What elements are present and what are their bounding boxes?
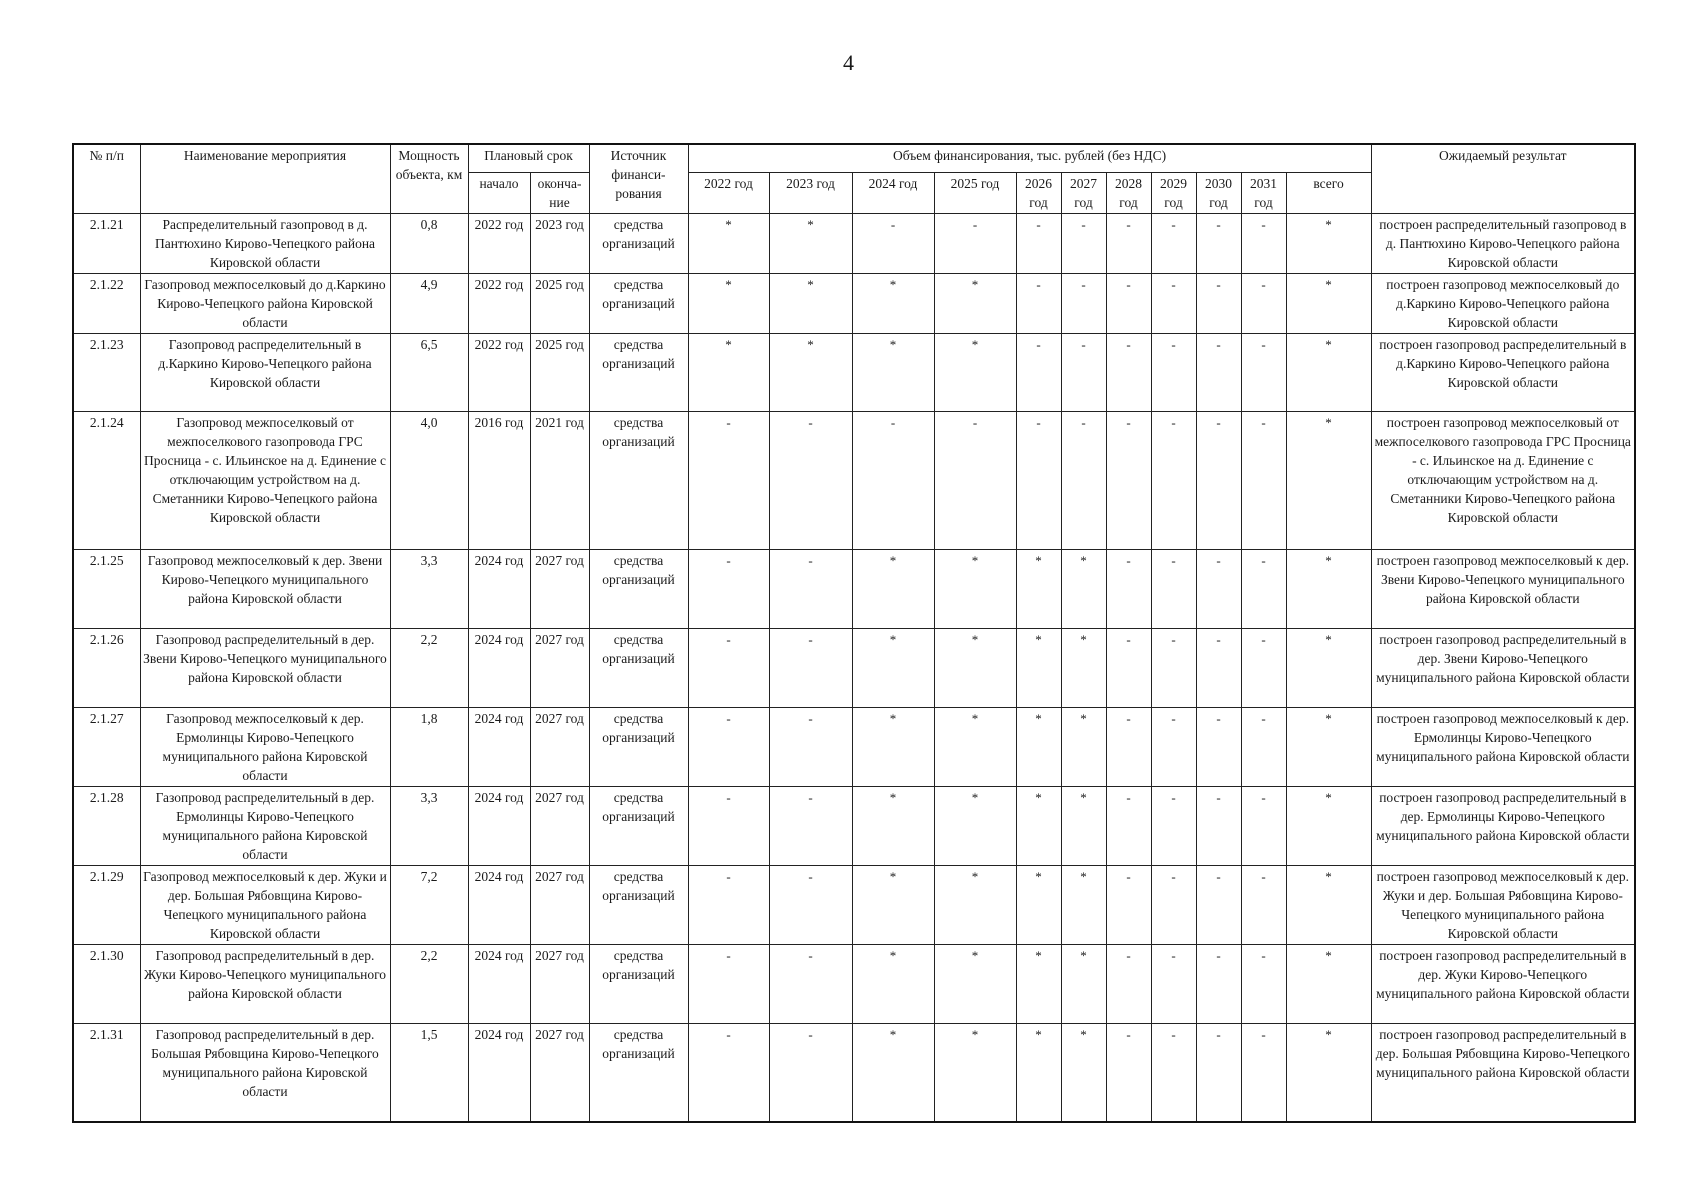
end-year: 2025 год [530, 333, 589, 411]
financing-total: * [1286, 628, 1371, 707]
financing-year-cell: * [852, 865, 934, 944]
measure-name: Газопровод межпоселковый до д.Каркино Кирово-Чепецкого района Кировской области [140, 273, 390, 333]
measure-name: Газопровод межпоселковый к дер. Жуки и дер. Большая Рябовщина Кирово-Чепецкого муниципального района Кировской области [140, 865, 390, 944]
financing-total: * [1286, 786, 1371, 865]
expected-result: построен газопровод межпоселковый к дер. Жуки и дер. Большая Рябовщина Кирово-Чепецкого муниципального района Кировской области [1371, 865, 1635, 944]
end-year: 2027 год [530, 549, 589, 628]
financing-year-cell: - [1196, 549, 1241, 628]
financing-year-cell: * [688, 213, 769, 273]
header-total: всего [1286, 172, 1371, 213]
financing-year-cell: - [769, 549, 852, 628]
financing-total: * [1286, 213, 1371, 273]
measure-name: Газопровод межпоселковый к дер. Ермолинцы Кирово-Чепецкого муниципального района Кировской области [140, 707, 390, 786]
header-start: начало [468, 172, 530, 213]
capacity-km: 7,2 [390, 865, 468, 944]
header-year: 2030 год [1196, 172, 1241, 213]
table-row [73, 549, 1635, 628]
start-year: 2024 год [468, 549, 530, 628]
financing-year-cell: - [1241, 411, 1286, 549]
financing-year-cell: * [1061, 944, 1106, 1023]
expected-result: построен газопровод распределительный в дер. Звени Кирово-Чепецкого муниципального района Кировской области [1371, 628, 1635, 707]
financing-year-cell: - [688, 707, 769, 786]
financing-year-cell: - [769, 786, 852, 865]
table-body [73, 213, 1635, 1122]
start-year: 2024 год [468, 707, 530, 786]
start-year: 2024 год [468, 628, 530, 707]
financing-year-cell: - [1241, 786, 1286, 865]
financing-year-cell: - [1106, 628, 1151, 707]
financing-year-cell: - [1151, 273, 1196, 333]
capacity-km: 3,3 [390, 549, 468, 628]
financing-year-cell: - [769, 411, 852, 549]
financing-year-cell: - [1151, 213, 1196, 273]
table-row [73, 786, 1635, 865]
header-name: Наименование мероприятия [140, 144, 390, 213]
row-number: 2.1.24 [73, 411, 140, 549]
financing-year-cell: * [688, 273, 769, 333]
funding-source: средства организаций [589, 549, 688, 628]
financing-year-cell: * [934, 549, 1016, 628]
financing-year-cell: - [1196, 411, 1241, 549]
header-year: 2024 год [852, 172, 934, 213]
financing-year-cell: - [769, 944, 852, 1023]
financing-year-cell: * [769, 273, 852, 333]
financing-year-cell: - [1106, 549, 1151, 628]
financing-year-cell: - [1061, 411, 1106, 549]
financing-year-cell: - [1196, 865, 1241, 944]
financing-year-cell: - [1106, 213, 1151, 273]
table-row [73, 944, 1635, 1023]
expected-result: построен газопровод распределительный в дер. Ермолинцы Кирово-Чепецкого муниципального района Кировской области [1371, 786, 1635, 865]
header-source: Источник финанси-рования [589, 144, 688, 213]
end-year: 2027 год [530, 628, 589, 707]
funding-source: средства организаций [589, 1023, 688, 1122]
financing-year-cell: * [1061, 549, 1106, 628]
financing-year-cell: - [1241, 1023, 1286, 1122]
expected-result: построен распределительный газопровод в д. Пантюхино Кирово-Чепецкого района Кировской области [1371, 213, 1635, 273]
financing-year-cell: - [1196, 273, 1241, 333]
funding-source: средства организаций [589, 333, 688, 411]
header-financing: Объем финансирования, тыс. рублей (без НДС) [688, 144, 1371, 172]
header-year: 2031 год [1241, 172, 1286, 213]
financing-year-cell: - [688, 865, 769, 944]
financing-year-cell: * [852, 1023, 934, 1122]
table-row [73, 213, 1635, 273]
financing-year-cell: * [852, 707, 934, 786]
financing-year-cell: - [1016, 273, 1061, 333]
financing-year-cell: - [1151, 1023, 1196, 1122]
financing-year-cell: - [688, 1023, 769, 1122]
financing-year-cell: - [1196, 213, 1241, 273]
financing-year-cell: - [934, 213, 1016, 273]
financing-year-cell: * [852, 944, 934, 1023]
financing-year-cell: - [1106, 707, 1151, 786]
row-number: 2.1.23 [73, 333, 140, 411]
row-number: 2.1.25 [73, 549, 140, 628]
measure-name: Газопровод распределительный в дер. Жуки Кирово-Чепецкого муниципального района Кировской области [140, 944, 390, 1023]
table-row [73, 333, 1635, 411]
financing-year-cell: - [1241, 273, 1286, 333]
financing-year-cell: - [852, 411, 934, 549]
financing-year-cell: * [852, 333, 934, 411]
financing-year-cell: - [1151, 628, 1196, 707]
header-plan-term: Плановый срок [468, 144, 589, 172]
header-num: № п/п [73, 144, 140, 213]
capacity-km: 3,3 [390, 786, 468, 865]
financing-year-cell: - [1241, 333, 1286, 411]
financing-year-cell: - [1196, 707, 1241, 786]
financing-year-cell: - [1016, 411, 1061, 549]
gasification-plan-table [72, 143, 1636, 1123]
capacity-km: 4,0 [390, 411, 468, 549]
table-row [73, 707, 1635, 786]
header-year: 2022 год [688, 172, 769, 213]
financing-year-cell: * [769, 333, 852, 411]
financing-year-cell: * [934, 944, 1016, 1023]
start-year: 2022 год [468, 333, 530, 411]
financing-year-cell: * [934, 786, 1016, 865]
financing-year-cell: * [934, 707, 1016, 786]
capacity-km: 1,5 [390, 1023, 468, 1122]
financing-year-cell: - [1016, 213, 1061, 273]
financing-year-cell: * [1016, 707, 1061, 786]
funding-source: средства организаций [589, 944, 688, 1023]
financing-year-cell: - [1241, 549, 1286, 628]
financing-year-cell: - [1196, 333, 1241, 411]
financing-year-cell: - [1061, 333, 1106, 411]
row-number: 2.1.29 [73, 865, 140, 944]
table-row [73, 628, 1635, 707]
financing-year-cell: - [1151, 333, 1196, 411]
financing-year-cell: - [688, 944, 769, 1023]
financing-year-cell: - [1151, 944, 1196, 1023]
capacity-km: 0,8 [390, 213, 468, 273]
financing-year-cell: - [1241, 213, 1286, 273]
financing-year-cell: * [934, 628, 1016, 707]
financing-year-cell: - [1061, 213, 1106, 273]
financing-year-cell: - [1016, 333, 1061, 411]
financing-year-cell: * [1016, 786, 1061, 865]
expected-result: построен газопровод межпоселковый от межпоселкового газопровода ГРС Просница - с. Ильинское на д. Единение с отключающим устройством на д. Сметанники Кирово-Чепецкого района Кировской области [1371, 411, 1635, 549]
measure-name: Газопровод межпоселковый от межпоселкового газопровода ГРС Просница - с. Ильинское на д. Единение с отключающим устройством на д. Сметанники Кирово-Чепецкого района Кировской области [140, 411, 390, 549]
page-number: 4 [843, 50, 854, 75]
financing-year-cell: - [688, 411, 769, 549]
financing-year-cell: * [852, 786, 934, 865]
funding-source: средства организаций [589, 628, 688, 707]
financing-year-cell: - [1241, 628, 1286, 707]
capacity-km: 6,5 [390, 333, 468, 411]
financing-year-cell: - [688, 786, 769, 865]
header-year: 2027 год [1061, 172, 1106, 213]
row-number: 2.1.27 [73, 707, 140, 786]
end-year: 2027 год [530, 944, 589, 1023]
header-end: оконча-ние [530, 172, 589, 213]
header-result: Ожидаемый результат [1371, 144, 1635, 213]
measure-name: Газопровод распределительный в дер. Ермолинцы Кирово-Чепецкого муниципального района Кировской области [140, 786, 390, 865]
capacity-km: 2,2 [390, 944, 468, 1023]
financing-year-cell: * [1016, 1023, 1061, 1122]
financing-year-cell: * [769, 213, 852, 273]
financing-year-cell: - [1061, 273, 1106, 333]
financing-year-cell: * [688, 333, 769, 411]
measure-name: Газопровод распределительный в дер. Звени Кирово-Чепецкого муниципального района Кировской области [140, 628, 390, 707]
end-year: 2021 год [530, 411, 589, 549]
funding-source: средства организаций [589, 865, 688, 944]
end-year: 2023 год [530, 213, 589, 273]
expected-result: построен газопровод межпоселковый к дер. Ермолинцы Кирово-Чепецкого муниципального района Кировской области [1371, 707, 1635, 786]
expected-result: построен газопровод межпоселковый к дер. Звени Кирово-Чепецкого муниципального района Кировской области [1371, 549, 1635, 628]
table-row [73, 411, 1635, 549]
table-header [73, 144, 1635, 213]
financing-year-cell: - [688, 549, 769, 628]
financing-year-cell: * [1061, 628, 1106, 707]
measure-name: Распределительный газопровод в д. Пантюхино Кирово-Чепецкого района Кировской области [140, 213, 390, 273]
financing-year-cell: * [1016, 944, 1061, 1023]
header-year: 2028 год [1106, 172, 1151, 213]
financing-year-cell: * [1061, 786, 1106, 865]
row-number: 2.1.28 [73, 786, 140, 865]
financing-year-cell: * [852, 273, 934, 333]
financing-year-cell: - [769, 1023, 852, 1122]
financing-year-cell: - [1196, 786, 1241, 865]
financing-year-cell: - [934, 411, 1016, 549]
financing-year-cell: - [1241, 865, 1286, 944]
financing-year-cell: * [1061, 707, 1106, 786]
financing-year-cell: * [852, 549, 934, 628]
financing-year-cell: - [1106, 865, 1151, 944]
financing-year-cell: - [1151, 549, 1196, 628]
financing-year-cell: * [1016, 549, 1061, 628]
financing-year-cell: * [852, 628, 934, 707]
financing-year-cell: - [1106, 273, 1151, 333]
capacity-km: 4,9 [390, 273, 468, 333]
measure-name: Газопровод распределительный в д.Каркино Кирово-Чепецкого района Кировской области [140, 333, 390, 411]
measure-name: Газопровод распределительный в дер. Большая Рябовщина Кирово-Чепецкого муниципального района Кировской области [140, 1023, 390, 1122]
financing-year-cell: - [769, 628, 852, 707]
financing-year-cell: * [934, 273, 1016, 333]
header-year: 2023 год [769, 172, 852, 213]
table-row [73, 1023, 1635, 1122]
expected-result: построен газопровод распределительный в дер. Большая Рябовщина Кирово-Чепецкого муниципального района Кировской области [1371, 1023, 1635, 1122]
financing-year-cell: * [1016, 865, 1061, 944]
start-year: 2024 год [468, 786, 530, 865]
start-year: 2024 год [468, 1023, 530, 1122]
table-row [73, 273, 1635, 333]
financing-year-cell: * [1061, 1023, 1106, 1122]
financing-year-cell: - [769, 865, 852, 944]
financing-year-cell: * [1061, 865, 1106, 944]
end-year: 2027 год [530, 786, 589, 865]
financing-total: * [1286, 944, 1371, 1023]
financing-year-cell: - [1196, 944, 1241, 1023]
measure-name: Газопровод межпоселковый к дер. Звени Кирово-Чепецкого муниципального района Кировской области [140, 549, 390, 628]
financing-total: * [1286, 549, 1371, 628]
financing-year-cell: - [688, 628, 769, 707]
financing-year-cell: - [1106, 786, 1151, 865]
expected-result: построен газопровод распределительный в д.Каркино Кирово-Чепецкого района Кировской области [1371, 333, 1635, 411]
start-year: 2022 год [468, 273, 530, 333]
end-year: 2027 год [530, 1023, 589, 1122]
row-number: 2.1.21 [73, 213, 140, 273]
end-year: 2025 год [530, 273, 589, 333]
financing-total: * [1286, 273, 1371, 333]
funding-source: средства организаций [589, 707, 688, 786]
funding-source: средства организаций [589, 786, 688, 865]
financing-year-cell: - [1106, 1023, 1151, 1122]
financing-year-cell: - [1151, 786, 1196, 865]
financing-total: * [1286, 1023, 1371, 1122]
financing-year-cell: - [1151, 411, 1196, 549]
financing-year-cell: - [1106, 333, 1151, 411]
row-number: 2.1.30 [73, 944, 140, 1023]
end-year: 2027 год [530, 865, 589, 944]
header-year: 2025 год [934, 172, 1016, 213]
start-year: 2016 год [468, 411, 530, 549]
financing-total: * [1286, 411, 1371, 549]
financing-year-cell: * [934, 333, 1016, 411]
header-year: 2026 год [1016, 172, 1061, 213]
financing-year-cell: - [1106, 411, 1151, 549]
row-number: 2.1.26 [73, 628, 140, 707]
financing-year-cell: * [934, 865, 1016, 944]
funding-source: средства организаций [589, 273, 688, 333]
row-number: 2.1.22 [73, 273, 140, 333]
financing-year-cell: - [1241, 707, 1286, 786]
table-row [73, 865, 1635, 944]
financing-total: * [1286, 333, 1371, 411]
start-year: 2024 год [468, 944, 530, 1023]
financing-year-cell: * [934, 1023, 1016, 1122]
start-year: 2022 год [468, 213, 530, 273]
financing-year-cell: - [1151, 707, 1196, 786]
expected-result: построен газопровод межпоселковый до д.Каркино Кирово-Чепецкого района Кировской области [1371, 273, 1635, 333]
end-year: 2027 год [530, 707, 589, 786]
financing-year-cell: - [1196, 628, 1241, 707]
financing-year-cell: - [769, 707, 852, 786]
header-capacity: Мощность объекта, км [390, 144, 468, 213]
financing-year-cell: - [1241, 944, 1286, 1023]
financing-year-cell: - [1196, 1023, 1241, 1122]
expected-result: построен газопровод распределительный в дер. Жуки Кирово-Чепецкого муниципального района Кировской области [1371, 944, 1635, 1023]
financing-year-cell: - [1106, 944, 1151, 1023]
capacity-km: 2,2 [390, 628, 468, 707]
funding-source: средства организаций [589, 213, 688, 273]
capacity-km: 1,8 [390, 707, 468, 786]
financing-total: * [1286, 707, 1371, 786]
financing-year-cell: * [1016, 628, 1061, 707]
financing-year-cell: - [1151, 865, 1196, 944]
row-number: 2.1.31 [73, 1023, 140, 1122]
header-year: 2029 год [1151, 172, 1196, 213]
financing-year-cell: - [852, 213, 934, 273]
funding-source: средства организаций [589, 411, 688, 549]
start-year: 2024 год [468, 865, 530, 944]
financing-total: * [1286, 865, 1371, 944]
